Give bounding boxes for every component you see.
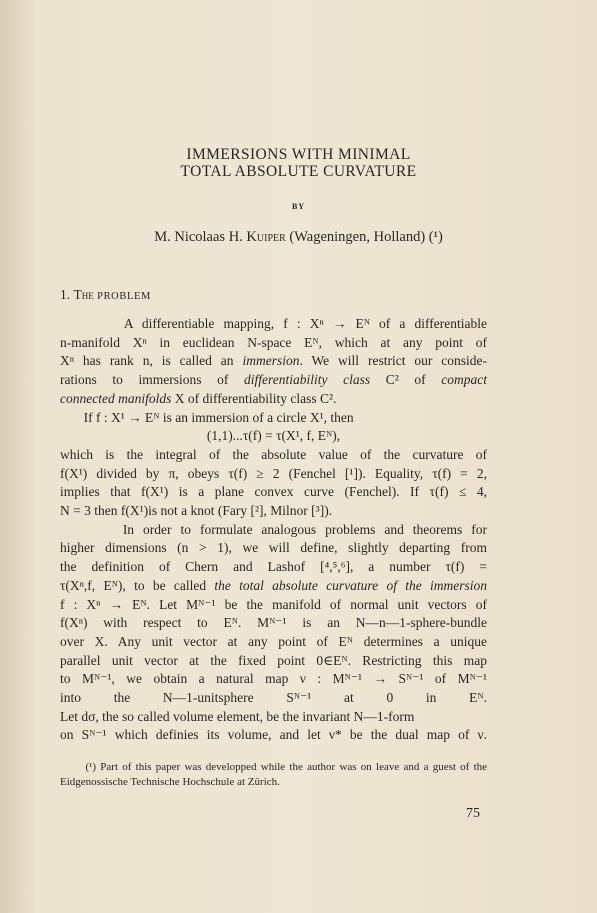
body-line: to Mᴺ⁻¹, we obtain a natural map ν : Mᴺ⁻¹ → Sᴺ⁻¹ of Mᴺ⁻¹ xyxy=(60,671,487,687)
footnote-text: (¹) Part of this paper was developped while the author was on leave and a guest of the Eidgenossische Technische Hochschule at Zürich. xyxy=(60,761,488,788)
body-text xyxy=(60,315,487,745)
page-number: 75 xyxy=(466,806,480,821)
body-line: N = 3 then f(X¹)is not a knot (Fary [²], Milnor [³]). xyxy=(60,503,333,519)
body-line: higher dimensions (n > 1), we will define, slightly departing from xyxy=(60,540,487,556)
body-line: n-manifold Xⁿ in euclidean N-space Eᴺ, which at any point of xyxy=(60,334,487,350)
body-line: f(Xⁿ) with respect to Eᴺ. Mᴺ⁻¹ is an N—n—1-sphere-bundle xyxy=(60,615,487,631)
section-heading xyxy=(60,287,151,303)
body-line: over X. Any unit vector at any point of Eᴺ determines a unique xyxy=(60,633,487,649)
author-line xyxy=(0,229,597,246)
body-line: In order to formulate analogous problems and theorems for xyxy=(122,521,488,537)
body-line: which is the integral of the absolute value of the curvature of xyxy=(60,446,487,462)
body-line: Xⁿ has rank n, is called an immersion. We will restrict our conside- xyxy=(60,353,487,369)
section-title-first: The xyxy=(73,287,94,302)
author-surname: Kuiper xyxy=(246,229,286,245)
footnote xyxy=(60,760,487,790)
paper-title-line-2: TOTAL ABSOLUTE CURVATURE xyxy=(180,163,417,180)
body-line: on Sᴺ⁻¹ which definies its volume, and let ν* be the dual map of ν. xyxy=(60,727,487,743)
author-first-names: M. Nicolaas H. xyxy=(154,229,243,245)
body-line: connected manifolds X of differentiability class C². xyxy=(60,390,337,406)
body-line: f(X¹) divided by π, obeys τ(f) ≥ 2 (Fenchel [¹]). Equality, τ(f) = 2, xyxy=(60,465,487,481)
section-number: 1. xyxy=(60,287,71,302)
body-line: parallel unit vector at the fixed point 0∈Eᴺ. Restricting this map xyxy=(60,652,487,668)
body-line: If f : X¹ → Eᴺ is an immersion of a circle X¹, then xyxy=(83,409,354,425)
body-line: f : Xⁿ → Eᴺ. Let Mᴺ⁻¹ be the manifold of normal unit vectors of xyxy=(60,596,487,612)
paper-title-line-1: IMMERSIONS WITH MINIMAL xyxy=(186,146,411,163)
body-line: the definition of Chern and Lashof [⁴,⁵,⁶], a number τ(f) = xyxy=(60,559,487,575)
body-line: rations to immersions of differentiability class C² of compact xyxy=(60,372,487,388)
body-line: τ(Xⁿ,f, Eᴺ), to be called the total absolute curvature of the immersion xyxy=(60,577,487,593)
byline-label: BY xyxy=(291,202,306,211)
body-line: into the N—1-unitsphere Sᴺ⁻¹ at 0 in Eᴺ. xyxy=(60,690,487,706)
body-line: implies that f(X¹) is a plane convex curve (Fenchel). If τ(f) ≤ 4, xyxy=(60,484,487,500)
section-title-rest: PROBLEM xyxy=(97,291,151,302)
author-affiliation: (Wageningen, Holland) (¹) xyxy=(289,229,443,245)
equation-line: (1,1)...τ(f) = τ(X¹, f, Eᴺ), xyxy=(206,428,341,444)
body-line: Let dσ, the so called volume element, be the invariant N—1-form xyxy=(60,708,415,724)
body-line: A differentiable mapping, f : Xⁿ → Eᴺ of a differentiable xyxy=(123,316,487,331)
